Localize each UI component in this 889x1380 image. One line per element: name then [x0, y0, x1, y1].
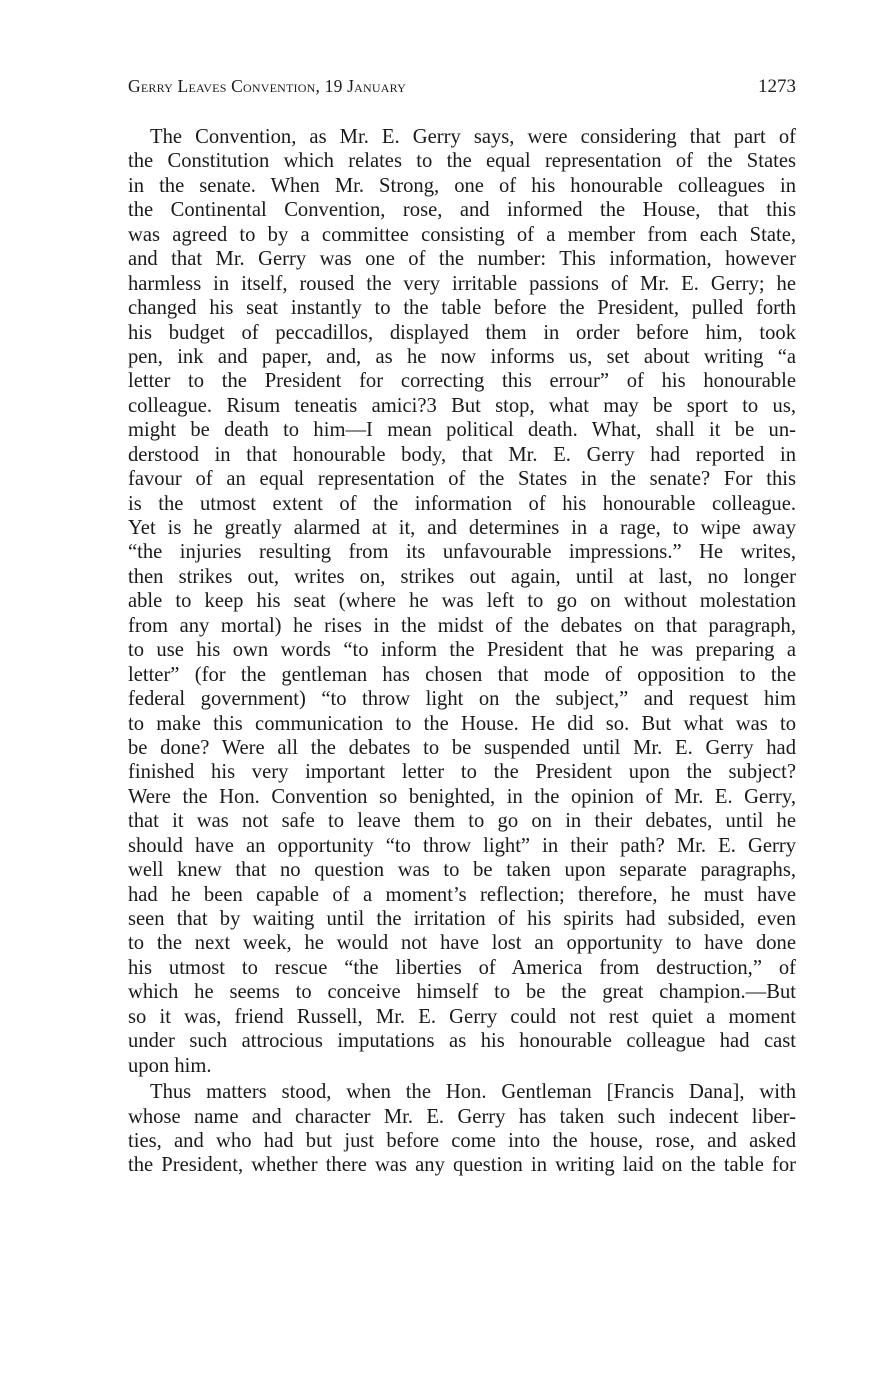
text-line: pen, ink and paper, and, as he now informs us, set about writing “a — [128, 345, 796, 368]
text-line: then strikes out, writes on, strikes out again, until at last, no longer — [128, 565, 796, 588]
text-line: upon him. — [128, 1054, 212, 1077]
text-line: seen that by waiting until the irritation of his spirits had subsided, even — [128, 908, 796, 930]
text-line: harmless in itself, roused the very irritable passions of Mr. E. Gerry; he — [128, 272, 796, 295]
text-line: The Convention, as Mr. E. Gerry says, were considering that part of — [150, 126, 796, 148]
text-line: be done? Were all the debates to be suspended until Mr. E. Gerry had — [128, 736, 796, 759]
text-line: his utmost to rescue “the liberties of America from destruction,” of — [128, 956, 796, 979]
text-line: letter” (for the gentleman has chosen that mode of opposition to the — [128, 663, 796, 686]
text-line: finished his very important letter to the President upon the subject? — [128, 761, 796, 784]
text-line: “the injuries resulting from its unfavourable impressions.” He writes, — [128, 541, 796, 564]
text-line: the President, whether there was any question in writing laid on the table for — [128, 1154, 796, 1177]
text-line: had he been capable of a moment’s reflection; therefore, he must have — [128, 883, 796, 906]
text-line: his budget of peccadillos, displayed them in order before him, took — [128, 321, 796, 344]
text-line: should have an opportunity “to throw light” in their path? Mr. E. Gerry — [128, 834, 796, 857]
text-line: Thus matters stood, when the Hon. Gentleman [Francis Dana], with — [150, 1081, 796, 1104]
text-line: Yet is he greatly alarmed at it, and determines in a rage, to wipe away — [128, 517, 796, 539]
text-line: letter to the President for correcting this errour” of his honourable — [128, 370, 796, 393]
text-line: ties, and who had but just before come into the house, rose, and asked — [128, 1129, 796, 1152]
text-line: whose name and character Mr. E. Gerry has taken such indecent liber- — [128, 1105, 796, 1128]
text-line: colleague. Risum teneatis amici?3 But stop, what may be sport to us, — [128, 394, 796, 417]
text-line: the Constitution which relates to the equal representation of the States — [128, 150, 796, 173]
text-line: might be death to him—I mean political death. What, shall it be un- — [128, 419, 796, 442]
paragraph — [128, 1080, 796, 1178]
paragraph — [128, 125, 796, 1078]
text-line: the Continental Convention, rose, and informed the House, that this — [128, 199, 796, 222]
text-line: changed his seat instantly to the table before the President, pulled forth — [128, 297, 796, 320]
text-line: federal government) “to throw light on the subject,” and request him — [128, 688, 796, 711]
text-line: well knew that no question was to be taken upon separate paragraphs, — [128, 859, 796, 882]
text-line: that it was not safe to leave them to go on in their debates, until he — [128, 810, 796, 833]
text-line: derstood in that honourable body, that Mr. E. Gerry had reported in — [128, 443, 796, 466]
text-line: to make this communication to the House. He did so. But what was to — [128, 712, 796, 735]
body-text — [128, 125, 796, 1178]
text-line: which he seems to conceive himself to be the great champion.—But — [128, 981, 796, 1004]
text-line: able to keep his seat (where he was left to go on without molestation — [128, 590, 796, 613]
running-head — [128, 76, 796, 102]
running-head-title: Gerry Leaves Convention, 19 January — [128, 76, 406, 96]
text-line: in the senate. When Mr. Strong, one of his honourable colleagues in — [128, 174, 796, 197]
text-line: to use his own words “to inform the President that he was preparing a — [128, 639, 796, 662]
page-number: 1273 — [758, 76, 796, 97]
text-line: to the next week, he would not have lost an opportunity to have done — [128, 932, 796, 955]
text-line: and that Mr. Gerry was one of the number: This information, however — [128, 248, 796, 271]
text-line: under such attrocious imputations as his honourable colleague had cast — [128, 1030, 796, 1053]
text-line: from any mortal) he rises in the midst of the debates on that paragraph, — [128, 614, 796, 637]
text-line: was agreed to by a committee consisting of a member from each State, — [128, 223, 796, 246]
text-line: favour of an equal representation of the States in the senate? For this — [128, 468, 796, 491]
text-line: Were the Hon. Convention so benighted, in the opinion of Mr. E. Gerry, — [128, 785, 796, 808]
text-line: so it was, friend Russell, Mr. E. Gerry could not rest quiet a moment — [128, 1005, 796, 1028]
text-line: is the utmost extent of the information of his honourable colleague. — [128, 492, 796, 515]
